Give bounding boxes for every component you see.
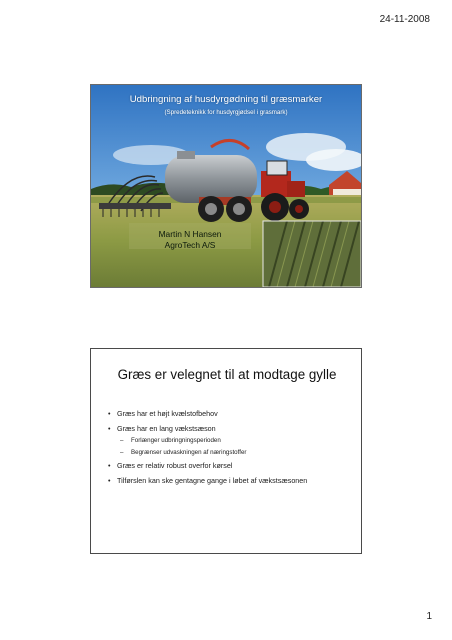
sub-bullet-item: – Begrænser udvaskningen af næringstoffer — [107, 448, 352, 458]
bullet-slide — [90, 348, 362, 554]
bullet-item: • Græs har et højt kvælstofbehov — [107, 409, 352, 420]
author-organization: AgroTech A/S — [164, 240, 216, 250]
author-name: Martin N Hansen — [158, 229, 222, 239]
page-number: 1 — [426, 611, 432, 622]
bullet-item: • Græs har en lang vækstsæson — [107, 424, 352, 435]
slide1-title: Udbringning af husdyrgødning til græsmarker — [129, 94, 323, 105]
bullet-item: • Græs er relativ robust overfor kørsel — [107, 461, 352, 472]
title-slide — [90, 84, 362, 288]
bullet-item: • Tilførslen kan ske gentagne gange i løbet af vækstsæsonen — [107, 476, 352, 487]
bullet-list — [107, 409, 352, 486]
slide2-title: Græs er velegnet til at modtage gylle — [117, 367, 337, 382]
sub-bullet-item: – Forlænger udbringningsperioden — [107, 436, 352, 446]
slide1-subtitle: (Spredeteknikk for husdyrgjødsel i grasmark) — [164, 109, 288, 116]
slide1-author — [129, 229, 251, 251]
page-date: 24-11-2008 — [379, 14, 430, 25]
